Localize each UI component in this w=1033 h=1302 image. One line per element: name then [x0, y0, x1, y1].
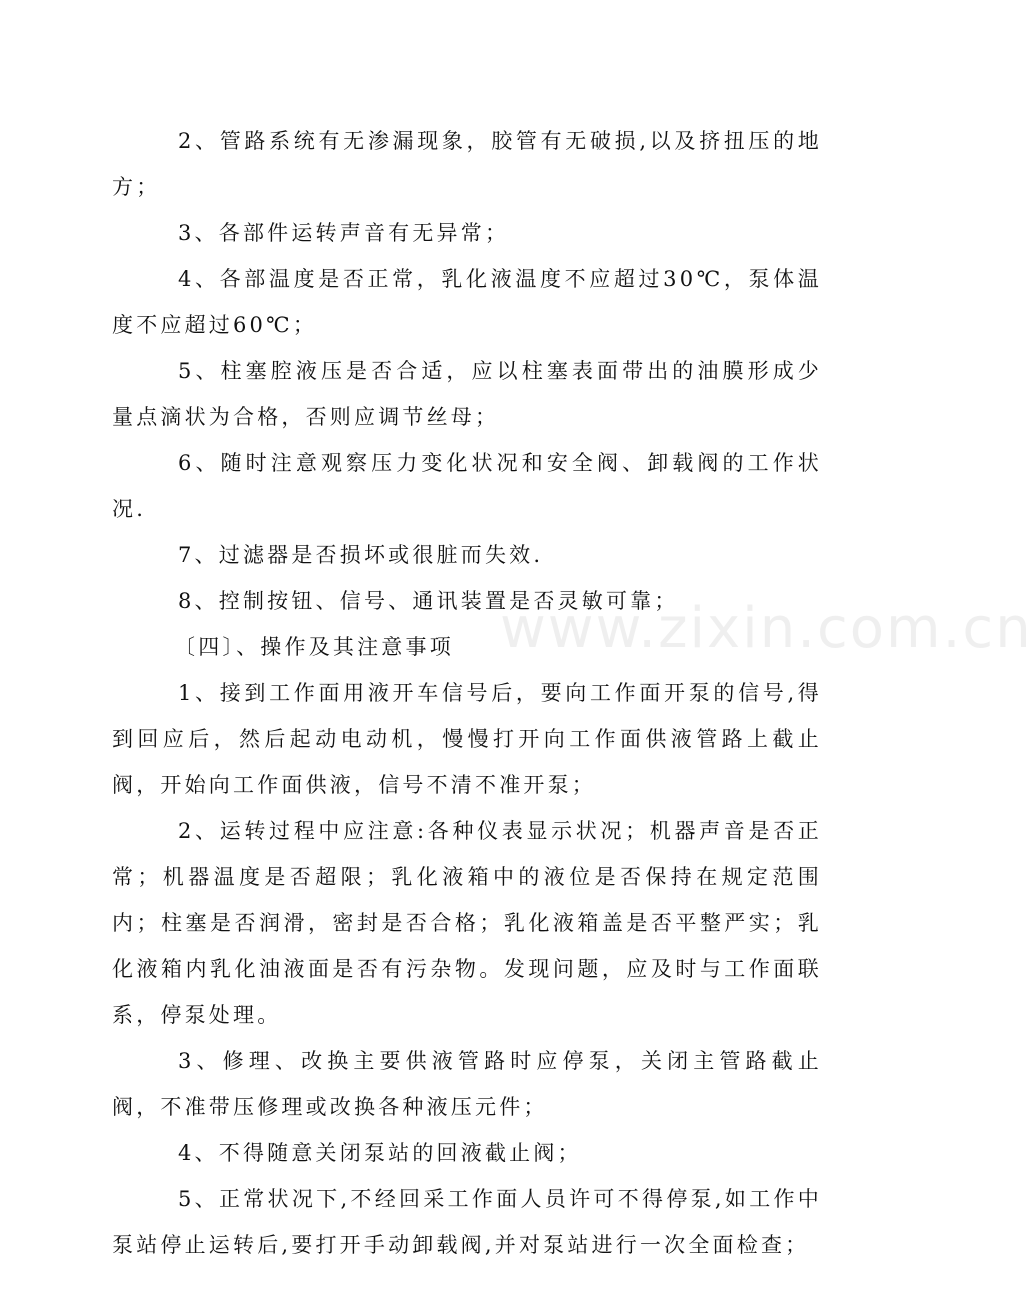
paragraph-item-5: 5、柱塞腔液压是否合适，应以柱塞表面带出的油膜形成少量点滴状为合格，否则应调节丝母； — [112, 359, 822, 429]
paragraph-item-6: 6、随时注意观察压力变化状况和安全阀、卸载阀的工作状况. — [112, 451, 822, 521]
operation-item-2: 2、运转过程中应注意:各种仪表显示状况；机器声音是否正常；机器温度是否超限；乳化液箱中的液位是否保持在规定范围内；柱塞是否润滑，密封是否合格；乳化液箱盖是否平整严实；乳化液箱内乳化油液面是否有污杂物。发现问题，应及时与工作面联系，停泵处理。 — [112, 819, 822, 1027]
paragraph-item-4: 4、各部温度是否正常，乳化液温度不应超过30℃，泵体温度不应超过60℃； — [112, 267, 822, 337]
paragraph-item-3: 3、各部件运转声音有无异常； — [178, 221, 510, 245]
section-heading: 〔四〕、操作及其注意事项 — [174, 635, 454, 659]
operation-item-5: 5、正常状况下,不经回采工作面人员许可不得停泵,如工作中泵站停止运转后,要打开手动卸载阀,并对泵站进行一次全面检查； — [112, 1187, 822, 1257]
paragraph-item-7: 7、过滤器是否损坏或很脏而失效. — [178, 543, 544, 567]
operation-item-3: 3、修理、改换主要供液管路时应停泵，关闭主管路截止阀，不准带压修理或改换各种液压元件； — [112, 1049, 822, 1119]
paragraph-item-8: 8、控制按钮、信号、通讯装置是否灵敏可靠； — [178, 589, 679, 613]
document-body — [112, 118, 822, 1268]
operation-item-4: 4、不得随意关闭泵站的回液截止阀； — [178, 1141, 582, 1165]
operation-item-1: 1、接到工作面用液开车信号后，要向工作面开泵的信号,得到回应后，然后起动电动机，慢慢打开向工作面供液管路上截止阀，开始向工作面供液，信号不清不准开泵； — [112, 681, 822, 797]
watermark: www.zixin.com.cn — [500, 596, 1033, 661]
paragraph-item-2: 2、管路系统有无渗漏现象，胶管有无破损,以及挤扭压的地方； — [112, 129, 822, 199]
